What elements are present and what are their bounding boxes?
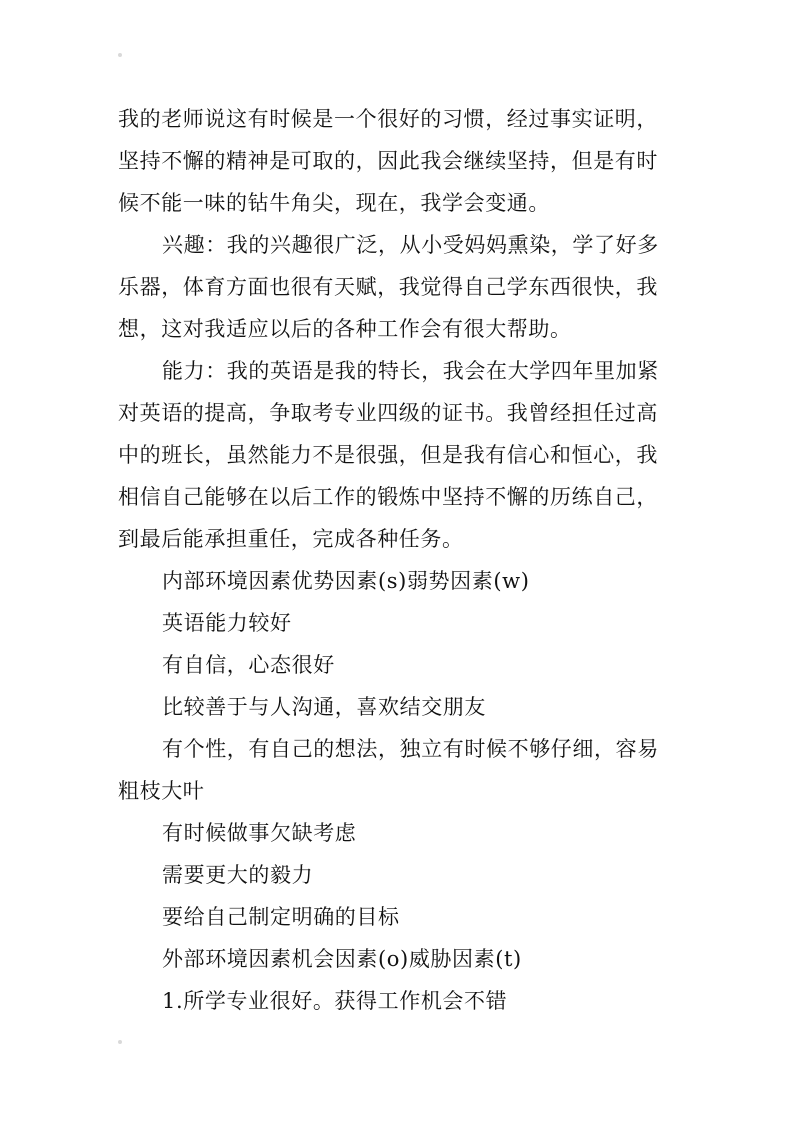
paragraph-ability: 能力：我的英语是我的特长，我会在大学四年里加紧对英语的提高，争取考专业四级的证书。我曾经担任过高中的班长，虽然能力不是很强，但是我有信心和恒心，我相信自己能够在以后工作的锻炼中坚持不懈的历练自己，到最后能承担重任，完成各种任务。 [118, 359, 659, 551]
list-item-weakness-careless: 有个性，有自己的想法，独立有时候不够仔细，容易粗枝大叶 [118, 737, 659, 803]
paragraph-continuation: 我的老师说这有时候是一个很好的习惯，经过事实证明，坚持不懈的精神是可取的，因此我会继续坚持，但是有时候不能一味的钻牛角尖，现在，我学会变通。 [118, 107, 658, 215]
heading-external-factors: 外部环境因素机会因素(o)威胁因素(t) [162, 947, 522, 971]
list-item-weakness-consideration: 有时候做事欠缺考虑 [162, 821, 357, 845]
document-body [118, 98, 678, 1022]
list-item-strength-confidence: 有自信，心态很好 [162, 653, 335, 677]
list-item-weakness-goals: 要给自己制定明确的目标 [162, 905, 400, 929]
list-item-strength-communication: 比较善于与人沟通，喜欢结交朋友 [162, 695, 486, 719]
page-corner-mark-bottom [118, 1040, 122, 1044]
list-item-strength-english: 英语能力较好 [162, 611, 292, 635]
page-corner-mark-top [118, 53, 122, 57]
heading-internal-factors: 内部环境因素优势因素(s)弱势因素(w) [162, 569, 530, 593]
list-item-weakness-perseverance: 需要更大的毅力 [162, 863, 314, 887]
paragraph-interest: 兴趣：我的兴趣很广泛，从小受妈妈熏染，学了好多乐器，体育方面也很有天赋，我觉得自己学东西很快，我想，这对我适应以后的各种工作会有很大帮助。 [118, 233, 659, 341]
list-item-opportunity-1: 1.所学专业很好。获得工作机会不错 [162, 989, 508, 1013]
